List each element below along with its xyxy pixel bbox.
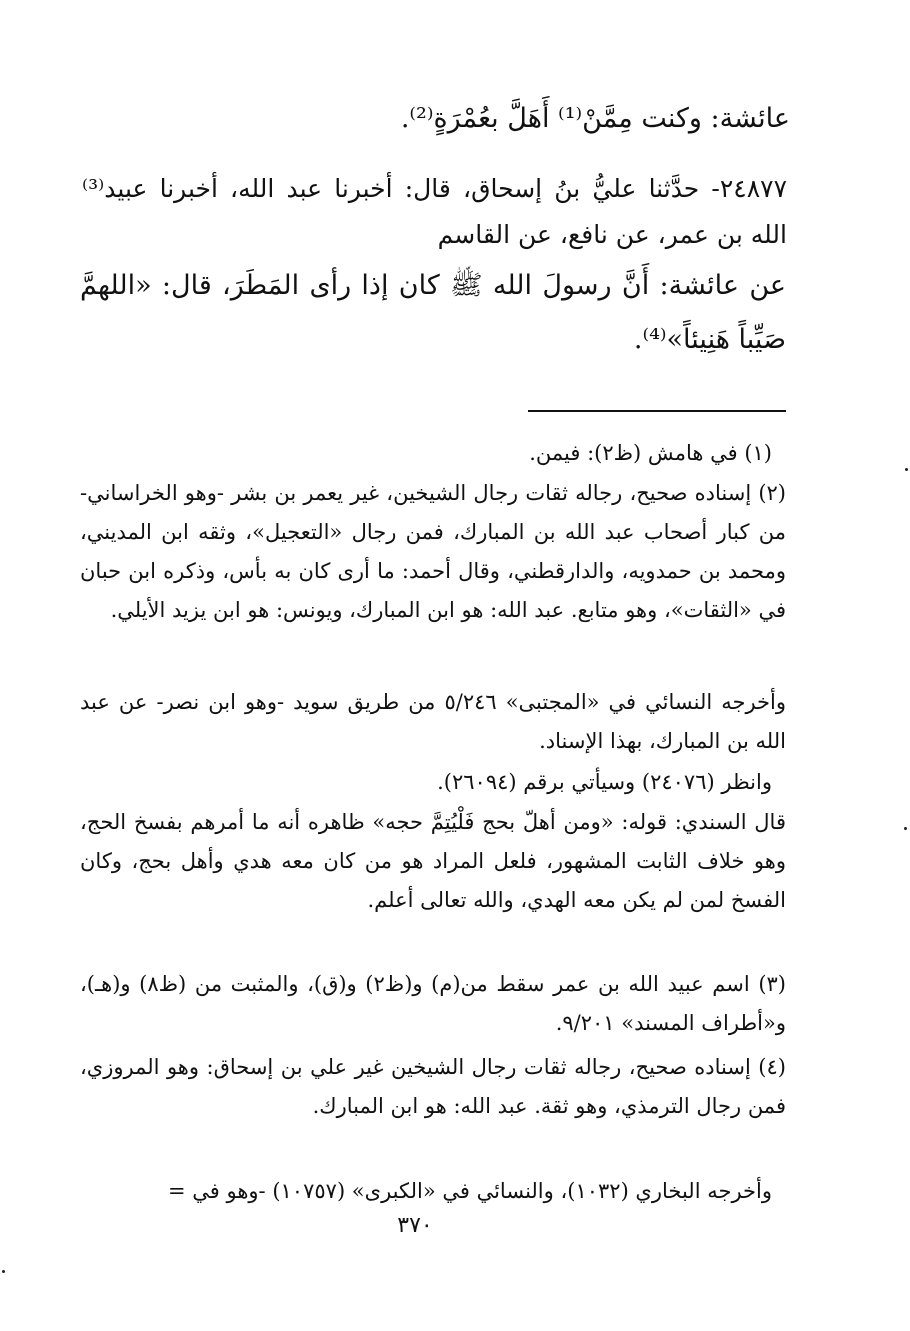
footnote-2-paragraph-4: قال السندي: قوله: «ومن أهلّ بحج فَلْيُتِمَّ حجه» ظاهره أنه ما أمرهم بفسخ الحج، وهو خلاف الثابت المشهور، فلعل المراد هو من كان معه هدي وأهل بحج، وكان الفسخ لمن لم يكن معه الهدي، والله تعالى أعلم. bbox=[80, 810, 786, 912]
footnote-divider bbox=[528, 410, 786, 412]
page-number: ٣٧٠ bbox=[397, 1213, 433, 1238]
footnote-1: (١) في هامش (ظ٢): فيمن. bbox=[529, 441, 772, 465]
scan-speck bbox=[905, 468, 908, 471]
hadith-body: عن عائشة: أَنَّ رسولَ الله ﷺ كان إذا رأى المَطَرَ، قال: «اللهمَّ صَيِّباً هَنِيئاً»⁽⁴⁾. bbox=[80, 270, 786, 355]
footnote-2-paragraph-2: وأخرجه النسائي في «المجتبى» ٥/٢٤٦ من طريق سويد -وهو ابن نصر- عن عبد الله بن المبارك، بهذا الإسناد. bbox=[80, 690, 786, 753]
footnote-4-paragraph-2: وأخرجه البخاري (١٠٣٢)، والنسائي في «الكبرى» (١٠٧٥٧) -وهو في = bbox=[168, 1179, 772, 1203]
footnote-3: (٣) اسم عبيد الله بن عمر سقط من(م) و(ظ٢) و(ق)، والمثبت من (ظ٨) و(هـ)، و«أطراف المسند» ٩/٢٠١. bbox=[80, 972, 786, 1035]
scan-speck bbox=[904, 827, 907, 830]
hadith-header: ٢٤٨٧٧- حدَّثنا عليُّ بنُ إسحاق، قال: أخبرنا عبد الله، أخبرنا عبيد⁽³⁾ الله بن عمر، عن نافع، عن القاسم bbox=[82, 174, 788, 249]
footnote-4-paragraph-1: (٤) إسناده صحيح، رجاله ثقات رجال الشيخين غير علي بن إسحاق: وهو المروزي، فمن رجال الترمذي، وهو ثقة. عبد الله: هو ابن المبارك. bbox=[80, 1055, 786, 1118]
scan-speck bbox=[2, 1270, 5, 1273]
main-text-line: عائشة: وكنت مِمَّنْ⁽¹⁾ أَهَلَّ بعُمْرَةٍ⁽²⁾. bbox=[400, 103, 790, 134]
footnote-2-paragraph-3: وانظر (٢٤٠٧٦) وسيأتي برقم (٢٦٠٩٤). bbox=[437, 770, 772, 794]
footnote-2-paragraph-1: (٢) إسناده صحيح، رجاله ثقات رجال الشيخين، غير يعمر بن بشر -وهو الخراساني- من كبار أصحاب عبد الله بن المبارك، فمن رجال «التعجيل»، وثقه ابن المديني، ومحمد بن حمدويه، والدارقطني، وقال أحمد: ما أرى كان به بأس، وذكره ابن حبان في «الثقات»، وهو متابع. عبد الله: هو ابن المبارك، ويونس: هو ابن يزيد الأيلي. bbox=[80, 481, 786, 622]
